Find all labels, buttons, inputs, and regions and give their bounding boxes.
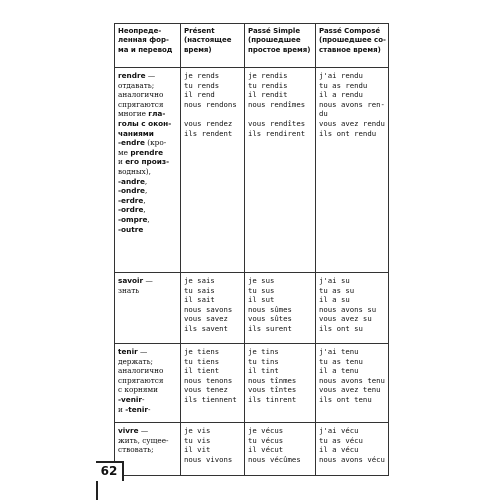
present-cell: je vis tu vis il vit nous vivons <box>181 423 245 476</box>
table-row <box>115 68 389 273</box>
table-row <box>115 273 389 344</box>
passe-simple-cell: je sus tu sus il sut nous sûmes vous sûtes ils surent <box>245 273 316 344</box>
present-cell: je sais tu sais il sait nous savons vous savez ils savent <box>181 273 245 344</box>
passe-compose-cell: j'ai rendu tu as rendu il a rendu nous avons ren- du vous avez rendu ils ont rendu <box>316 68 389 273</box>
infinitive-cell: vivre — жить, сущее- ствовать; <box>115 423 181 476</box>
present-cell: je rends tu rends il rend nous rendons vous rendez ils rendent <box>181 68 245 273</box>
passe-simple-cell: je rendis tu rendis il rendit nous rendîmes vous rendîtes ils rendirent <box>245 68 316 273</box>
present-cell: je tiens tu tiens il tient nous tenons vous tenez ils tiennent <box>181 344 245 423</box>
infinitive-cell: tenir — держать; аналогично спрягаются с корнями -venir- и -tenir- <box>115 344 181 423</box>
page-number: 62 <box>96 461 124 481</box>
header-present: Présent (настоящее время) <box>181 24 245 68</box>
passe-simple-cell: je tins tu tins il tint nous tînmes vous tîntes ils tinrent <box>245 344 316 423</box>
header-infinitive: Неопреде- ленная фор- ма и перевод <box>115 24 181 68</box>
passe-compose-cell: j'ai vécu tu as vécu il a vécu nous avons vécu <box>316 423 389 476</box>
table-header-row <box>115 24 389 68</box>
header-passe-compose: Passé Composé (прошедшее со- ставное время) <box>316 24 389 68</box>
table-row <box>115 344 389 423</box>
infinitive-cell: savoir — знать <box>115 273 181 344</box>
table-row <box>115 423 389 476</box>
passe-compose-cell: j'ai tenu tu as tenu il a tenu nous avons tenu vous avez tenu ils ont tenu <box>316 344 389 423</box>
header-passe-simple: Passé Simple (прошедшее простое время) <box>245 24 316 68</box>
infinitive-cell: rendre — отдавать; аналогично спрягаются многие гла- голы с окон- чаниями -endre (кро- ме prendre и его произ- водных), -andre, -ondre, -erdre, -ordre, -ompre, -outre <box>115 68 181 273</box>
passe-simple-cell: je vécus tu vécus il vécut nous vécûmes <box>245 423 316 476</box>
passe-compose-cell: j'ai su tu as su il a su nous avons su vous avez su ils ont su <box>316 273 389 344</box>
conjugation-table <box>114 23 389 476</box>
